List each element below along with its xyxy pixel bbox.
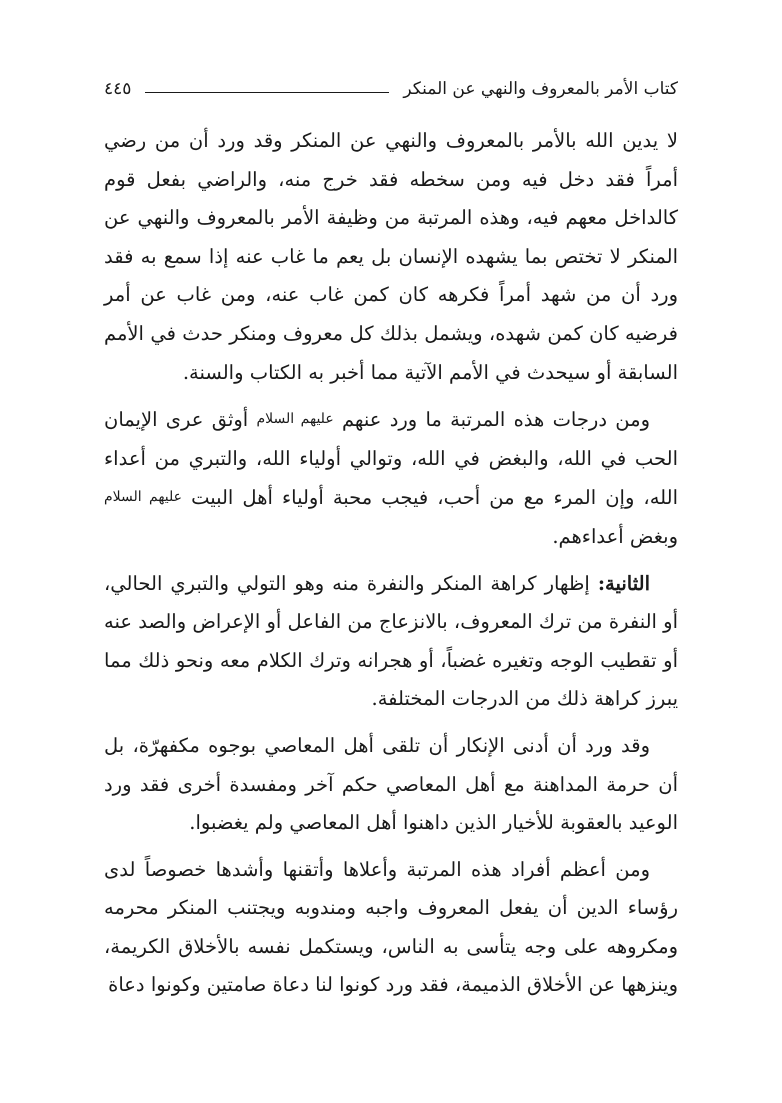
body-text bbox=[104, 122, 678, 1005]
honorific-symbol: عليهم السلام bbox=[104, 489, 182, 506]
header-rule bbox=[145, 92, 389, 93]
header-title: كتاب الأمر بالمعروف والنهي عن المنكر bbox=[403, 79, 678, 99]
paragraph-1: لا يدين الله بالأمر بالمعروف والنهي عن المنكر وقد ورد أن من رضي أمراً فقد دخل فيه ومن سخطه فقد خرج منه، والراضي بفعل قوم كالداخل معهم فيه، وهذه المرتبة من وظيفة الأمر بالمعروف والنهي عن المنكر لا تختص بما يشهده الإنسان بل يعم ما غاب عنه إذا سمع به فقد ورد أن من شهد أمراً فكرهه كان كمن غاب عنه، ومن غاب عن أمر فرضيه كان كمن شهده، ويشمل بذلك كل معروف ومنكر حدث في الأمم السابقة أو سيحدث في الأمم الآتية مما أخبر به الكتاب والسنة. bbox=[104, 129, 678, 384]
paragraph-3 bbox=[104, 565, 678, 719]
honorific-symbol: عليهم السلام bbox=[256, 411, 334, 428]
paragraph-2-middle: أوثق عرى الإيمان الحب في الله، والبغض في الله، وتوالي أولياء الله، والتبري من أعداء الله، وإن المرء مع من أحب، فيجب محبة أولياء أهل البيت bbox=[104, 408, 678, 510]
running-header bbox=[104, 74, 678, 104]
paragraph-2 bbox=[104, 400, 678, 556]
paragraph-5: ومن أعظم أفراد هذه المرتبة وأعلاها وأتقنها وأشدها خصوصاً لدى رؤساء الدين أن يفعل المعروف واجبه ومندوبه ويجتنب المنكر محرمه ومكروهه على وجه يتأسى به الناس، ويستكمل نفسه بالأخلاق الكريمة، وينزهها عن الأخلاق الذميمة، فقد ورد كونوا لنا دعاة صامتين وكونوا دعاة bbox=[104, 857, 678, 997]
paragraph-2-before: ومن درجات هذه المرتبة ما ورد عنهم bbox=[341, 408, 650, 432]
paragraph-4: وقد ورد أن أدنى الإنكار أن تلقى أهل المعاصي بوجوه مكفهرّة، بل أن حرمة المداهنة مع أهل المعاصي حكم آخر ومفسدة أخرى فقد ورد الوعيد بالعقوبة للأخيار الذين داهنوا أهل المعاصي ولم يغضبوا. bbox=[104, 733, 678, 835]
paragraph-2-after: وبغض أعداءهم. bbox=[552, 524, 678, 548]
page-number: ٤٤٥ bbox=[104, 79, 132, 99]
paragraph-3-lead: الثانية: bbox=[597, 571, 650, 595]
paragraph-3-text: إظهار كراهة المنكر والنفرة منه وهو التولي والتبري الحالي، أو النفرة من ترك المعروف، بالانزعاج من الفاعل أو الإعراض والصد عنه أو تقطيب الوجه وتغيره غضباً، أو هجرانه وترك الكلام معه ونحو ذلك مما يبرز كراهة ذلك من الدرجات المختلفة. bbox=[104, 571, 678, 711]
